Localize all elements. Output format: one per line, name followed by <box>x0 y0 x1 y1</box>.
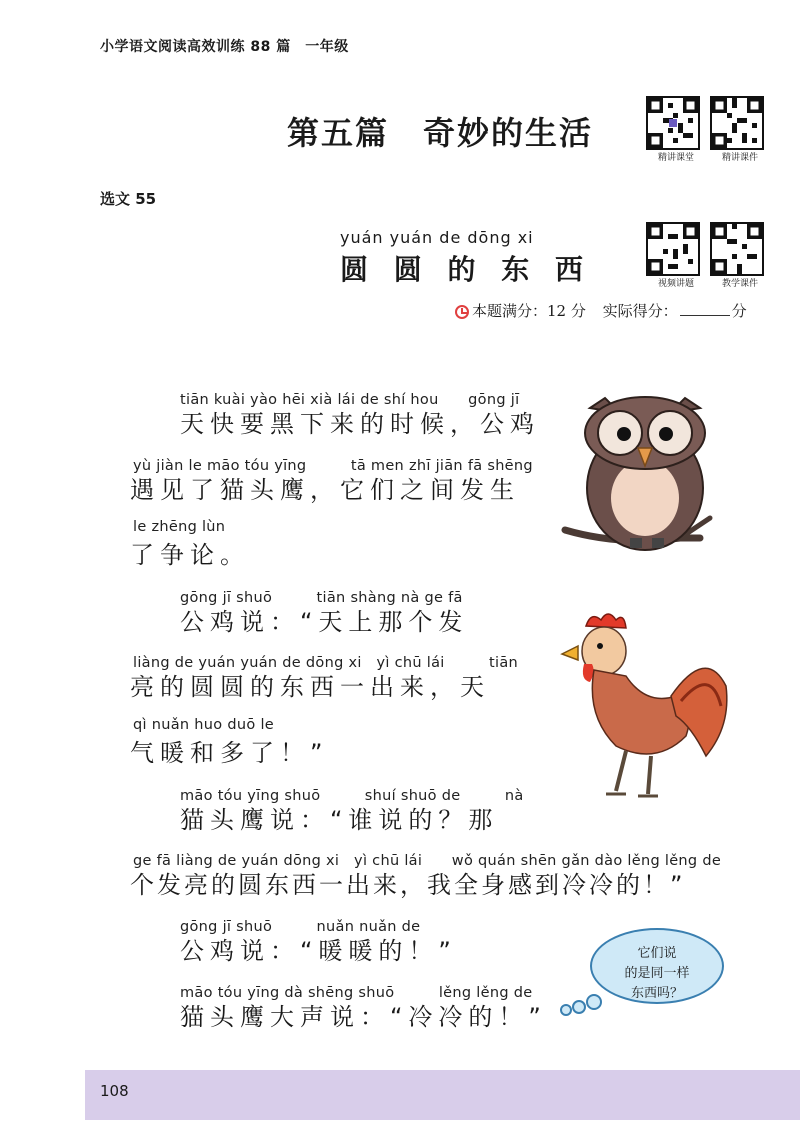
rooster-wattle <box>583 664 594 682</box>
qr-block-bottom-left[interactable] <box>646 222 706 289</box>
score-blank[interactable] <box>680 303 730 316</box>
owl-illustration <box>560 378 730 578</box>
qr-code-icon[interactable] <box>646 96 700 150</box>
rooster-legs <box>616 751 651 794</box>
pinyin-line: qì nuǎn huo duō le <box>133 717 274 733</box>
selection-label: 选文 55 <box>100 190 157 208</box>
text-line: 遇见了猫头鹰，它们之间发生 <box>130 476 520 504</box>
text-line: 公鸡说：“暖暖的！” <box>180 937 457 965</box>
qr-code-icon[interactable] <box>710 96 764 150</box>
pinyin-line: ge fā liàng de yuán dōng xi yì chū lái wǒ quán shēn gǎn dào lěng lěng de <box>133 853 722 869</box>
qr-label: 精讲课堂 <box>657 153 694 163</box>
qr-code-icon[interactable] <box>710 222 764 276</box>
rooster-feet <box>606 794 658 796</box>
score-actual-label: 实际得分： <box>602 302 678 320</box>
book-header: 小学语文阅读高效训练 88 篇 一年级 <box>100 39 349 55</box>
qr-block-top-left[interactable] <box>646 96 706 163</box>
qr-block-bottom-right[interactable] <box>710 222 770 289</box>
pinyin-line: liàng de yuán yuán de dōng xi yì chū lái tiān <box>133 655 519 671</box>
pinyin-line: gōng jī shuō tiān shàng nà ge fā <box>180 590 463 606</box>
bubble-dot <box>560 1004 572 1016</box>
story-title: 圆 圆 的 东 西 <box>340 253 591 286</box>
bubble-line: 它们说 <box>637 946 677 961</box>
pinyin-line: le zhēng lùn <box>133 519 226 535</box>
thought-bubble <box>590 928 724 1004</box>
text-line: 了争论。 <box>130 541 250 569</box>
score-full: 本题满分：12 分 <box>472 302 586 320</box>
score-unit: 分 <box>731 302 747 320</box>
title-pinyin: yuán yuán de dōng xi <box>340 228 534 247</box>
owl-pupil-left <box>617 427 631 441</box>
rooster-eye <box>597 643 603 649</box>
rooster-beak <box>562 646 578 660</box>
footer-band <box>85 1070 800 1120</box>
pinyin-line: māo tóu yīng shuō shuí shuō de nà <box>180 788 524 804</box>
page-number: 108 <box>100 1082 129 1100</box>
owl-pupil-right <box>659 427 673 441</box>
owl-foot-left <box>630 538 642 548</box>
text-line: 气暖和多了！” <box>130 739 329 767</box>
rooster-illustration <box>556 606 736 806</box>
qr-code-icon[interactable] <box>646 222 700 276</box>
owl-foot-right <box>652 538 664 548</box>
text-line: 猫头鹰大声说：“冷冷的！” <box>180 1003 547 1031</box>
qr-block-top-right[interactable] <box>710 96 770 163</box>
qr-label: 教学课件 <box>721 279 758 289</box>
bubble-line: 的是同一样 <box>624 966 690 981</box>
text-line: 天快要黑下来的时候，公鸡 <box>180 410 540 438</box>
owl-belly <box>611 460 679 536</box>
clock-icon <box>455 305 469 319</box>
chapter-title: 第五篇 奇妙的生活 <box>286 114 593 152</box>
text-line: 公鸡说：“天上那个发 <box>180 608 469 636</box>
qr-label: 精讲课件 <box>721 153 758 163</box>
bubble-line: 东西吗？ <box>630 986 683 1001</box>
pinyin-line: tiān kuài yào hēi xià lái de shí hou gōng jī <box>180 392 520 408</box>
rooster-comb <box>586 614 626 628</box>
text-line: 猫头鹰说：“谁说的？那 <box>180 806 499 834</box>
pinyin-line: māo tóu yīng dà shēng shuō lěng lěng de <box>180 985 533 1001</box>
bubble-dot <box>572 1000 586 1014</box>
text-line: 个发亮的圆东西一出来，我全身感到冷冷的！” <box>130 871 686 899</box>
pinyin-line: yù jiàn le māo tóu yīng tā men zhī jiān fā shēng <box>133 458 533 474</box>
score-line <box>455 300 747 321</box>
pinyin-line: gōng jī shuō nuǎn nuǎn de <box>180 919 421 935</box>
qr-label: 视频讲题 <box>657 279 694 289</box>
text-line: 亮的圆圆的东西一出来，天 <box>130 673 490 701</box>
